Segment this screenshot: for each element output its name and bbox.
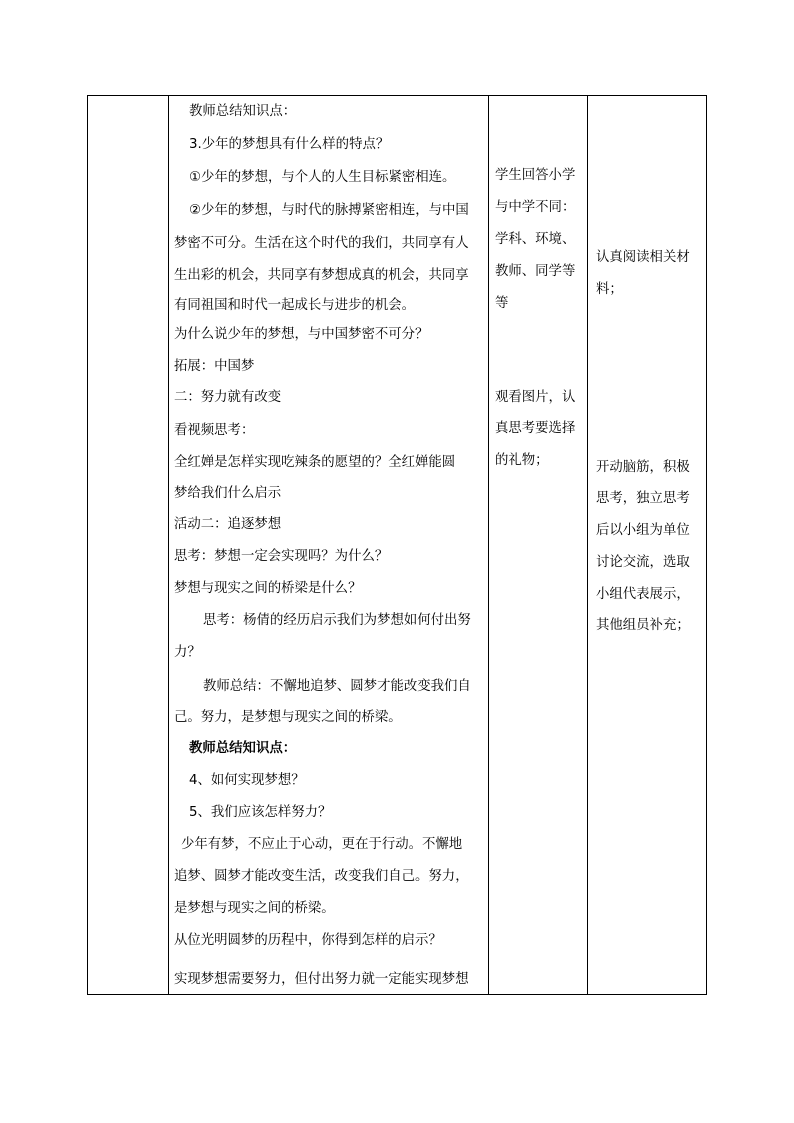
text-line: 讨论交流，选取	[596, 555, 690, 570]
text-line: 3.少年的梦想具有什么样的特点？	[189, 137, 390, 152]
text-line: 二：努力就有改变	[174, 390, 282, 405]
text-line: ②少年的梦想，与时代的脉搏紧密相连，与中国	[189, 203, 469, 218]
text-line: 的礼物；	[495, 453, 549, 468]
text-line: 有同祖国和时代一起成长与进步的机会。	[174, 298, 416, 313]
text-line: 思考：杨倩的经历启示我们为梦想如何付出努	[203, 613, 471, 628]
text-line: 少年有梦，不应止于心动，更在于行动。不懈地	[181, 837, 463, 852]
text-line: 实现梦想需要努力，但付出努力就一定能实现梦想	[174, 972, 469, 987]
text-line: 认真阅读相关材	[596, 250, 690, 265]
text-line: 教师总结知识点：	[189, 741, 297, 756]
text-line: 是梦想与现实之间的桥梁。	[174, 901, 335, 916]
text-line: 活动二：追逐梦想	[174, 517, 282, 532]
text-line: 梦密不可分。生活在这个时代的我们，共同享有人	[174, 236, 469, 251]
text-line: 教师、同学等	[495, 264, 576, 279]
text-line: 真思考要选择	[495, 421, 576, 436]
text-line: 开动脑筋，积极	[596, 460, 690, 475]
text-line: 小组代表展示，	[596, 587, 690, 602]
text-line: 学生回答小学	[495, 168, 576, 183]
text-line: 学科、环境、	[495, 232, 576, 247]
text-line: 梦想与现实之间的桥梁是什么？	[174, 581, 362, 596]
design-intent-column	[588, 96, 706, 994]
label-column	[88, 96, 168, 994]
text-line: 力？	[174, 645, 201, 660]
text-line: 等	[495, 296, 509, 311]
text-line: 追梦、圆梦才能改变生活，改变我们自己。努力，	[174, 869, 469, 884]
text-line: 己。努力，是梦想与现实之间的桥梁。	[174, 710, 402, 725]
text-line: 从位光明圆梦的历程中，你得到怎样的启示？	[174, 933, 442, 948]
text-line: 思考：梦想一定会实现吗？为什么？	[174, 549, 389, 564]
text-line: 全红婵是怎样实现吃辣条的愿望的？全红婵能圆	[174, 455, 456, 470]
text-line: 后以小组为单位	[596, 523, 690, 538]
text-line: 拓展：中国梦	[174, 359, 255, 374]
text-line: 4、如何实现梦想？	[189, 773, 305, 788]
text-line: 教师总结：不懈地追梦、圆梦才能改变我们自	[203, 679, 471, 694]
text-line: 5、我们应该怎样努力？	[189, 805, 332, 820]
lesson-plan-table	[87, 95, 707, 995]
text-line: 为什么说少年的梦想，与中国梦密不可分？	[174, 327, 429, 342]
text-line: 料；	[596, 282, 623, 297]
text-line: 观看图片，认	[495, 390, 576, 405]
text-line: 教师总结知识点：	[189, 104, 297, 119]
text-line: 看视频思考：	[174, 423, 255, 438]
text-line: 梦给我们什么启示	[174, 486, 282, 501]
text-line: 与中学不同：	[495, 200, 576, 215]
text-line: 思考，独立思考	[596, 491, 690, 506]
teaching-process-column	[169, 96, 487, 994]
text-line: 其他组员补充；	[596, 618, 690, 633]
student-activity-column	[489, 96, 587, 994]
text-line: ①少年的梦想，与个人的人生目标紧密相连。	[189, 170, 456, 185]
text-line: 生出彩的机会，共同享有梦想成真的机会，共同享	[174, 268, 469, 283]
